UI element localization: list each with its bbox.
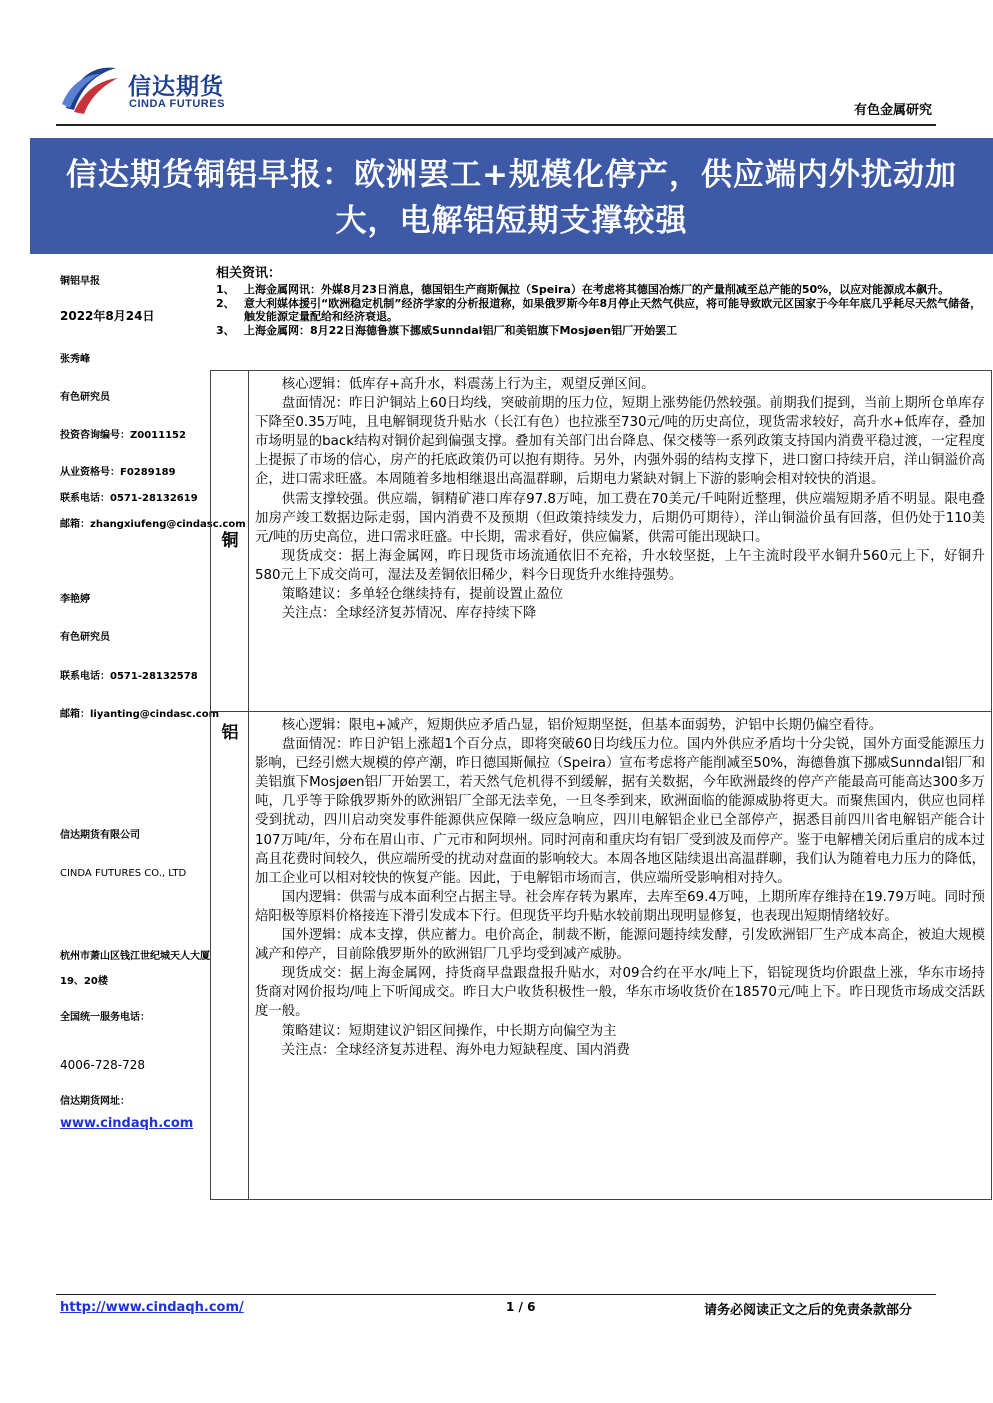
copper-section	[211, 371, 991, 712]
aluminum-paragraph: 核心逻辑：限电+减产，短期供应矛盾凸显，铝价短期坚挺，但基本面弱势，沪铝中长期仍偏空看待。	[281, 718, 883, 733]
website-label: 信达期货网址：	[60, 1096, 130, 1107]
news-text: 意大利媒体援引“欧洲稳定机制”经济学家的分析报道称，如果俄罗斯今年8月停止天然气供应，将可能导致欧元区国家于今年年底几乎耗尽天然气储备，触发能源定量配给和经济衰退。	[244, 297, 982, 323]
analyst1-name: 张秀峰	[60, 354, 90, 365]
news-text: 上海金属网：8月22日海德鲁旗下挪威Sunndal铝厂和美铝旗下Mosjøen铝厂开始罢工	[244, 324, 678, 337]
copper-paragraph: 关注点：全球经济复苏情况、库存持续下降	[281, 606, 537, 622]
analyst1-license: 投资咨询编号：Z0011152	[60, 430, 186, 441]
news-item	[216, 283, 992, 296]
report-title: 信达期货铜铝早报：欧洲罢工+规模化停产，供应端内外扰动加大，电解铝短期支撑较强	[66, 157, 957, 239]
aluminum-analysis	[249, 712, 991, 1060]
copper-paragraph: 策略建议：多单轻仓继续持有，提前设置止盈位	[281, 587, 563, 603]
header-divider	[56, 124, 936, 126]
analyst2-dept: 有色研究员	[60, 632, 110, 643]
report-date: 2022年8月24日	[60, 309, 155, 323]
analyst1-phone: 联系电话：0571-28132619	[60, 493, 198, 504]
aluminum-paragraph: 现货成交：据上海金属网，持货商早盘跟盘报升贴水，对09合约在平水/吨上下，铝锭现货均价跟盘上涨，华东市场持货商对网价报均/吨上下听闻成交。昨日大户收货积极性一般，华东市场收货价在18570元/吨上下。昨日现货市场成交活跃度一般。	[255, 966, 985, 1020]
logo-en-text: CINDA FUTURES	[129, 98, 225, 110]
report-type: 铜铝早报	[60, 276, 100, 287]
copper-label: 铜	[221, 531, 239, 551]
aluminum-paragraph: 国外逻辑：成本支撑，供应蓄力。电价高企，制裁不断，能源问题持续发酵，引发欧洲铝厂生产成本高企，被迫大规模减产和停产，目前除俄罗斯外的欧洲铝厂几乎均受到减产威胁。	[255, 928, 985, 963]
news-item	[216, 297, 992, 323]
website-link[interactable]: www.cindaqh.com	[60, 1116, 194, 1131]
section-tag: 有色金属研究	[853, 103, 932, 118]
aluminum-label-cell	[211, 712, 249, 1199]
analysis-table	[210, 370, 992, 1200]
hotline-label: 全国统一服务电话：	[60, 1012, 150, 1023]
analyst2-phone: 联系电话：0571-28132578	[60, 671, 198, 682]
analyst1-dept: 有色研究员	[60, 392, 110, 403]
address-line2: 19、20楼	[60, 976, 108, 987]
page-number: 1 / 6	[506, 1300, 536, 1314]
aluminum-label: 铝	[221, 723, 239, 743]
aluminum-section	[211, 712, 991, 1199]
aluminum-paragraph: 关注点：全球经济复苏进程、海外电力短缺程度、国内消费	[281, 1042, 630, 1058]
company-cn: 信达期货有限公司	[60, 830, 140, 841]
copper-label-cell	[211, 371, 249, 711]
news-heading: 相关资讯：	[216, 266, 282, 281]
related-news	[216, 262, 992, 338]
disclaimer-note: 请务必阅读正文之后的免责条款部分	[703, 1303, 912, 1318]
news-item	[216, 324, 992, 337]
news-number: 3、	[216, 324, 235, 337]
copper-paragraph: 现货成交：据上海金属网，昨日现货市场流通依旧不充裕，升水较坚挺，上午主流时段平水铜升560元上下，好铜升580元上下成交尚可，湿法及差铜依旧稀少，料今日现货升水维持强势。	[255, 548, 985, 583]
copper-paragraph: 供需支撑较强。供应端，铜精矿港口库存97.8万吨，加工费在70美元/千吨附近整理，供应端短期矛盾不明显。限电叠加房产竣工数据边际走弱，国内消费不及预期（但政策持续发力，后期仍可期待），洋山铜溢价虽有回落，但仍处于110美元/吨的历史高位，进口需求旺盛。中长期，需求看好，供应偏紧，供需可能出现缺口。	[255, 491, 985, 545]
address-line1: 杭州市萧山区钱江世纪城天人大厦	[60, 951, 210, 962]
news-number: 2、	[216, 297, 235, 310]
company-logo	[60, 60, 260, 116]
footer-url-link[interactable]: http://www.cindaqh.com/	[60, 1300, 244, 1315]
analyst2-name: 李艳婷	[60, 594, 90, 605]
news-text: 上海金属网讯：外媒8月23日消息，德国铝生产商斯佩拉（Speira）在考虑将其德国冶炼厂的产量削减至总产能的50%，以应对能源成本飙升。	[244, 283, 950, 296]
logo-swoosh-icon	[60, 60, 120, 116]
analyst1-email[interactable]: 邮箱：zhangxiufeng@cindasc.com	[60, 519, 246, 530]
company-en: CINDA FUTURES CO., LTD	[60, 868, 187, 879]
copper-paragraph: 核心逻辑：低库存+高升水，料震荡上行为主，观望反弹区间。	[281, 377, 655, 392]
logo-cn-text: 信达期货	[128, 74, 224, 100]
news-number: 1、	[216, 283, 235, 296]
aluminum-paragraph: 盘面情况：昨日沪铝上涨超1个百分点，即将突破60日均线压力位。国内外供应矛盾均十分尖锐，国外方面受能源压力影响，已经引燃大规模的停产潮，昨日德国斯佩拉（Speira）宣布考虑将产能削减至50%，海德鲁旗下挪威Sunndal铝厂和美铝旗下Mosjøen铝厂开始罢工，若天然气危机得不到缓解，据有关数据，今年欧洲最终的停产产能最高可能高达300多万吨，几乎等于除俄罗斯外的欧洲铝厂全部无法幸免，一旦冬季到来，欧洲面临的能源威胁将更大。而聚焦国内，供应也同样受到扰动，四川启动突发事件能源供应保障一级应急响应，四川电解铝企业已全部停产，据悉目前四川省电解铝产能合计107万吨/年，分布在眉山市、广元市和阿坝州。同时河南和重庆均有铝厂受到波及而停产。鉴于电解槽关闭后重启的成本过高且花费时间较久，供应端所受的扰动对盘面的影响较大。本周各地区陆续退出高温群聊，我们认为随着电力压力的降低，加工企业可以相对较快的恢复产能。因此，于电解铝市场而言，供应端所受影响相对持久。	[255, 737, 985, 886]
analyst2-email[interactable]: 邮箱：liyanting@cindasc.com	[60, 709, 220, 720]
hotline-number: 4006-728-728	[60, 1058, 146, 1072]
footer-divider	[56, 1294, 936, 1295]
aluminum-paragraph: 国内逻辑：供需与成本面利空占据主导。社会库存转为累库，去库至69.4万吨，上期所库存维持在19.79万吨。同时预焙阳极等原料价格接连下滑引发成本下行。但现货平均升贴水较前期出现明显修复，也表现出短期情绪较好。	[255, 889, 985, 924]
title-banner	[30, 138, 993, 254]
aluminum-paragraph: 策略建议：短期建议沪铝区间操作，中长期方向偏空为主	[281, 1023, 617, 1039]
copper-paragraph: 盘面情况：昨日沪铜站上60日均线，突破前期的压力位，短期上涨势能仍然较强。前期我们提到，当前上期所仓单库存下降至0.35万吨，且电解铜现货升贴水（长江有色）也拉涨至730元/吨的历史高位，现货需求较好，高升水+低库存，叠加市场明显的back结构对铜价起到偏强支撑。叠加有关部门出台降息、保交楼等一系列政策支持国内消费平稳过渡，一定程度上提振了市场的信心，房产的托底政策仍可以抱有期待。另外，内强外弱的结构支撑下，进口窗口持续开启，洋山铜溢价高企，进口需求旺盛。本周随着多地相继退出高温群聊，后期电力紧缺对铜上下游的影响会相对较快的消退。	[255, 396, 985, 488]
copper-analysis	[249, 371, 991, 623]
analyst1-qualification: 从业资格号：F0289189	[60, 467, 176, 478]
